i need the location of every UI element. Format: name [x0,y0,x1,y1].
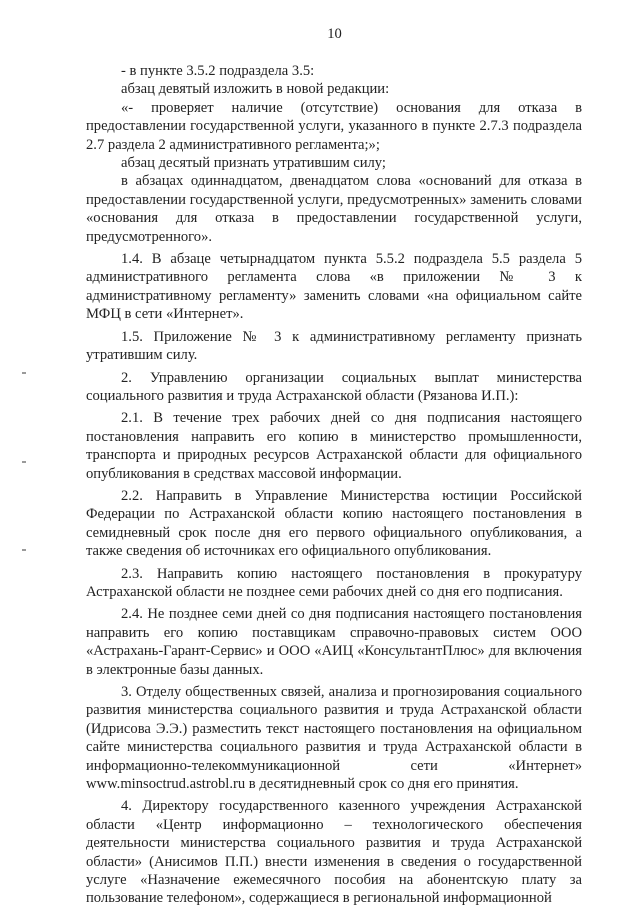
scan-mark [22,461,26,463]
paragraph: 2. Управлению организации социальных выплат министерства социального развития и труда Астраханской области (Рязанова И.П.): [86,369,582,404]
paragraph: 1.5. Приложение № 3 к административному регламенту признать утратившим силу. [86,328,582,364]
paragraph: 3. Отделу общественных связей, анализа и прогнозирования социального развития министерства социального развития и труда Астраханской области (Идрисова Э.Э.) разместить текст настоящего постановления на официальном сайте министерства социального развития и труда Астраханской области в информационно-телекоммуникационной сети «Интернет» www.minsoctrud.astrobl.ru в десятидневный срок со дня его принятия. [86,684,582,793]
paragraph: абзац десятый признать утратившим силу; [121,155,386,172]
paragraph: в абзацах одиннадцатом, двенадцатом слова «оснований для отказа в предоставлении государственной услуги, предусмотренных» заменить словами «основания для отказа в предоставлении государственной услуги, предусмотренного». [86,173,582,245]
paragraph: 2.2. Направить в Управление Министерства юстиции Российской Федерации по Астраханской области копию настоящего постановления в семидневный срок после дня его первого официального опубликования, а также сведения об источниках его официального опубликования. [86,487,582,560]
scan-mark [22,372,26,374]
document-body [86,62,582,908]
paragraph: 1.4. В абзаце четырнадцатом пункта 5.5.2 подраздела 5.5 раздела 5 административного регламента слова «в приложении № 3 к административному регламенту» заменить словами «на официальном сайте МФЦ в сети «Интернет». [86,251,582,323]
paragraph: 2.3. Направить копию настоящего постановления в прокуратуру Астраханской области не позднее семи рабочих дней со дня его подписания. [86,565,582,600]
paragraph: 2.1. В течение трех рабочих дней со дня подписания настоящего постановления направить его копию в министерство промышленности, транспорта и природных ресурсов Астраханской области для официального опубликования в средствах массовой информации. [86,410,582,482]
paragraph: - в пункте 3.5.2 подраздела 3.5: [121,63,315,79]
paragraph: «- проверяет наличие (отсутствие) основания для отказа в предоставлении государственной услуги, указанного в пункте 2.7.3 подраздела 2.7 раздела 2 административного регламента;»; [86,99,582,153]
page-number: 10 [327,26,342,42]
paragraph: абзац девятый изложить в новой редакции: [121,81,390,98]
paragraph: 4. Директору государственного казенного учреждения Астраханской области «Центр информационно – технологического обеспечения деятельности министерства социального развития и труда Астраханской области» (Анисимов П.П.) внести изменения в сведения о государственной услуге «Назначение ежемесячного пособия на абонентскую плату за пользование телефоном», содержащиеся в региональной информационной [86,798,582,907]
scan-mark [22,549,26,551]
paragraph: 2.4. Не позднее семи дней со дня подписания настоящего постановления направить его копию поставщикам справочно-правовых систем ООО «Астрахань-Гарант-Сервис» и ООО «АИЦ «КонсультантПлюс» для включения в электронные базы данных. [86,606,582,678]
